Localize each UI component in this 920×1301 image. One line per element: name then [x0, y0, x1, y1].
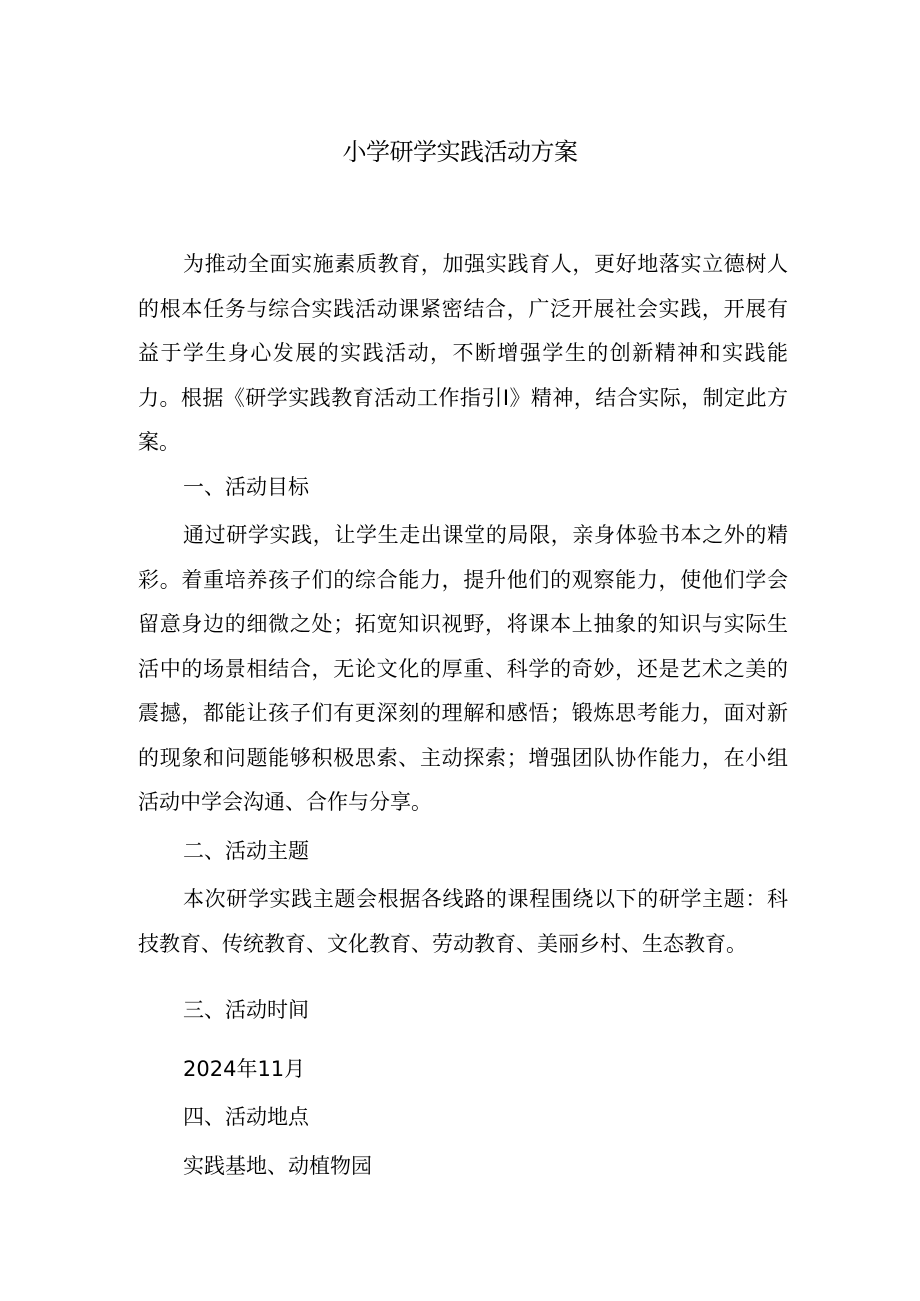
- section-heading-time: 三、活动时间: [183, 998, 309, 1022]
- document-body: [138, 242, 788, 1188]
- intro-paragraph: 为推动全面实施素质教育，加强实践育人，更好地落实立德树人的根本任务与综合实践活动课紧密结合，广泛开展社会实践，开展有益于学生身心发展的实践活动，不断增强学生的创新精神和实践能力。根据《研学实践教育活动工作指引I》精神，结合实际，制定此方案。: [138, 252, 788, 454]
- section-heading-theme: 二、活动主题: [183, 838, 309, 863]
- section-heading-goals: 一、活动目标: [183, 474, 309, 499]
- section-content-time: 2024年11月: [183, 1056, 306, 1081]
- section-heading-location: 四、活动地点: [183, 1105, 309, 1129]
- section-content-location: 实践基地、动植物园: [183, 1153, 372, 1178]
- section-content-goals: 通过研学实践，让学生走出课堂的局限，亲身体验书本之外的精彩。着重培养孩子们的综合能力，提升他们的观察能力，使他们学会留意身边的细微之处；拓宽知识视野，将课本上抽象的知识与实际生活中的场景相结合，无论文化的厚重、科学的奇妙，还是艺术之美的震撼，都能让孩子们有更深刻的理解和感悟；锻炼思考能力，面对新的现象和问题能够积极思索、主动探索；增强团队协作能力，在小组活动中学会沟通、合作与分享。: [138, 523, 788, 814]
- document-title: 小学研学实践活动方案: [342, 138, 578, 166]
- section-content-theme: 本次研学实践主题会根据各线路的课程围绕以下的研学主题：科技教育、传统教育、文化教育、劳动教育、美丽乡村、生态教育。: [138, 887, 788, 956]
